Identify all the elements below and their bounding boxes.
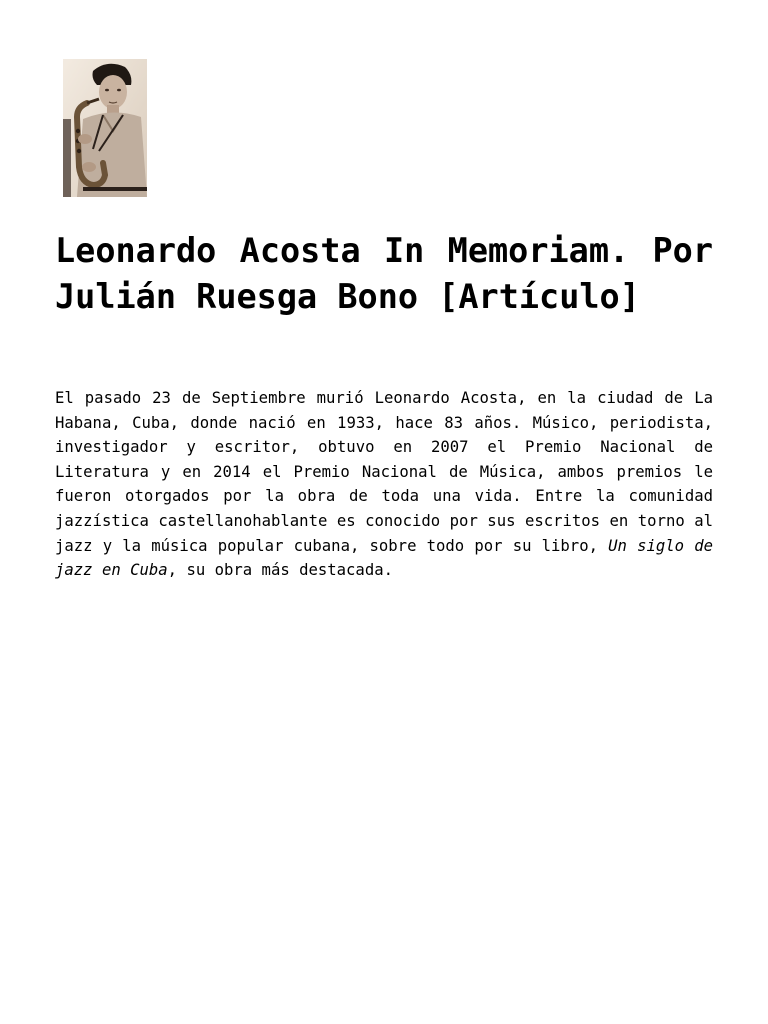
book-title: Un siglo de jazz en Cuba: [55, 536, 713, 580]
article-title: Leonardo Acosta In Memoriam. Por Julián Ruesga Bono [Artículo]: [55, 231, 713, 316]
paragraph-text-before: El pasado 23 de Septiembre murió Leonardo Acosta, en la ciudad de La Habana, Cuba, donde nació en 1933, hace 83 años. Músico, periodista, investigador y escritor, obtuvo en 2007 el Premio Nacional de Literatura y en 2014 el Premio Nacional de Música, ambos premios le fueron otorgados por la obra de toda una vida. Entre la comunidad jazzística castellanohablante es conocido por sus escritos en torno al jazz y la música popular cubana, sobre todo por su libro,: [55, 389, 713, 555]
paragraph-text-after: , su obra más destacada.: [167, 561, 393, 580]
article-paragraph: [55, 386, 713, 583]
article-photo: [63, 59, 147, 197]
saxophonist-photo-icon: [63, 59, 147, 197]
